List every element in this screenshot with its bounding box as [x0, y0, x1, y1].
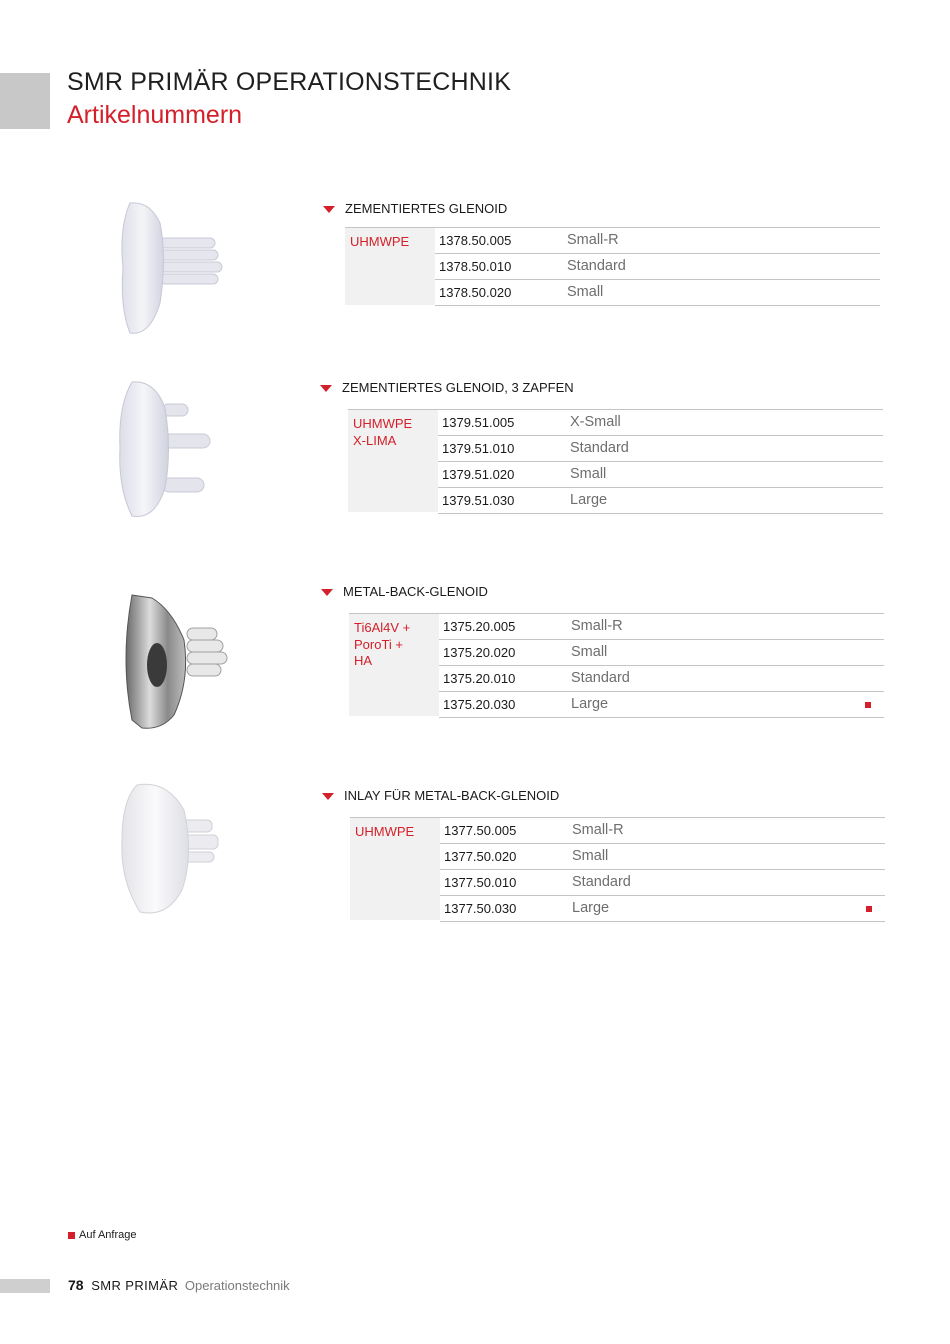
article-number: 1378.50.010	[439, 259, 512, 274]
triangle-down-icon	[321, 589, 333, 596]
page-number: 78	[68, 1277, 84, 1293]
size-label: X-Small	[570, 414, 621, 430]
footer-tab-marker	[0, 1279, 50, 1293]
size-label: Small	[570, 466, 607, 482]
article-number: 1379.51.030	[442, 493, 515, 508]
table-row	[440, 896, 885, 922]
size-label: Small	[571, 644, 608, 660]
material-line: Ti6Al4V +	[354, 620, 411, 635]
on-request-marker-icon	[866, 906, 872, 912]
glenoid-three-pegs-image	[110, 378, 225, 523]
article-number: 1379.51.010	[442, 441, 515, 456]
size-label: Standard	[572, 874, 631, 890]
material-cell	[349, 614, 439, 716]
material-line: X-LIMA	[353, 432, 397, 448]
table-row	[439, 692, 884, 718]
table-row	[439, 640, 884, 666]
on-request-legend: Auf Anfrage	[79, 1229, 137, 1241]
table-row	[440, 870, 885, 896]
material-cell	[345, 228, 435, 305]
size-label: Large	[571, 696, 609, 712]
footer-brand: SMR PRIMÄR	[91, 1278, 179, 1293]
article-number: 1375.20.030	[443, 697, 516, 712]
article-number: 1375.20.005	[443, 619, 516, 634]
size-label: Small	[567, 284, 604, 300]
size-label: Small	[572, 848, 609, 864]
section-title: ZEMENTIERTES GLENOID	[345, 201, 508, 216]
metal-back-glenoid-image	[112, 590, 232, 735]
table-row	[435, 254, 880, 280]
size-label: Standard	[570, 440, 629, 456]
table-row	[438, 436, 883, 462]
cemented-glenoid-image	[105, 198, 230, 338]
article-number: 1377.50.010	[444, 875, 517, 890]
article-number: 1378.50.005	[439, 233, 512, 248]
material-line: UHMWPE	[355, 824, 415, 839]
triangle-down-icon	[322, 793, 334, 800]
page-footer	[68, 1277, 290, 1293]
material-line: UHMWPE	[350, 234, 410, 249]
table-row	[438, 462, 883, 488]
footer-section: Operationstechnik	[184, 1278, 290, 1293]
article-number: 1375.20.020	[443, 645, 516, 660]
on-request-marker-icon	[865, 702, 871, 708]
table-row	[440, 844, 885, 870]
table-row	[440, 818, 885, 844]
section-title: INLAY FÜR METAL-BACK-GLENOID	[344, 788, 560, 803]
table-row	[435, 228, 880, 254]
article-number: 1375.20.010	[443, 671, 516, 686]
size-label: Small-R	[571, 618, 623, 634]
article-number: 1377.50.030	[444, 901, 517, 916]
page-title: SMR PRIMÄR OPERATIONSTECHNIK	[67, 68, 512, 96]
table-row	[439, 614, 884, 640]
size-label: Standard	[571, 670, 630, 686]
article-number: 1379.51.005	[442, 415, 515, 430]
table-row	[438, 488, 883, 514]
triangle-down-icon	[320, 385, 332, 392]
article-number: 1378.50.020	[439, 285, 512, 300]
side-tab-marker	[0, 73, 50, 129]
size-label: Small-R	[572, 822, 624, 838]
article-number: 1379.51.020	[442, 467, 515, 482]
section-title: METAL-BACK-GLENOID	[343, 584, 488, 599]
size-label: Small-R	[567, 232, 619, 248]
size-label: Large	[572, 900, 610, 916]
article-number: 1377.50.020	[444, 849, 517, 864]
material-line: HA	[354, 653, 373, 668]
material-cell	[348, 410, 438, 512]
table-row	[439, 666, 884, 692]
table-row	[435, 280, 880, 306]
size-label: Standard	[567, 258, 626, 274]
triangle-down-icon	[323, 206, 335, 213]
article-number: 1377.50.005	[444, 823, 517, 838]
on-request-legend-icon	[68, 1232, 75, 1239]
material-line: PoroTi +	[354, 636, 404, 652]
inlay-image	[112, 780, 232, 920]
size-label: Large	[570, 492, 608, 508]
table-row	[438, 410, 883, 436]
page-subtitle: Artikelnummern	[67, 101, 243, 129]
material-line: UHMWPE	[353, 416, 413, 431]
material-cell	[350, 818, 440, 920]
section-title: ZEMENTIERTES GLENOID, 3 ZAPFEN	[342, 380, 574, 395]
